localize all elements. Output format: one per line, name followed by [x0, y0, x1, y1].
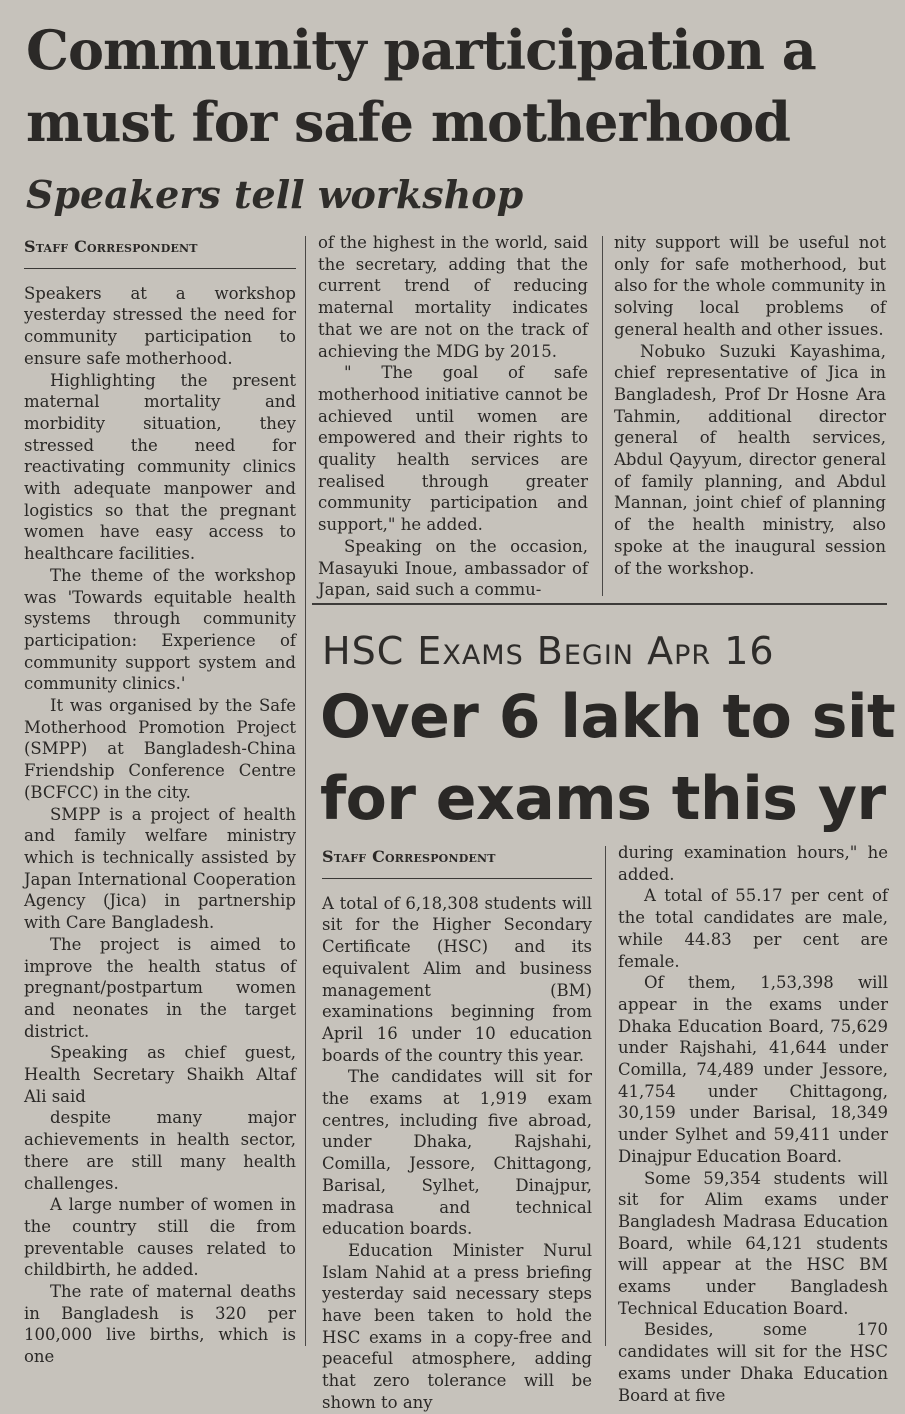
article1-column-1 [24, 236, 296, 1368]
paragraph: " The goal of safe motherhood initiative cannot be achieved until women are empowered and their rights to quality health services are realised through greater community participation and support," he added. [318, 363, 588, 535]
paragraph: Highlighting the present maternal mortality and morbidity situation, they stressed the need for reactivating community clinics with adequate manpower and logistics so that the pregnant women have easy access to healthcare facilities. [24, 370, 296, 564]
column-divider [605, 846, 606, 1346]
article2-column-2 [618, 842, 888, 1406]
paragraph: Nobuko Suzuki Kayashima, chief representative of Jica in Bangladesh, Prof Dr Hosne Ara Tahmin, additional director general of health services, Abdul Qayyum, director general of family planning, and Abdul Mannan, joint chief of planning of the health ministry, also spoke at the inaugural session of the workshop. [614, 341, 886, 578]
section-divider [312, 603, 887, 605]
article1-column-3 [614, 232, 886, 579]
paragraph: It was organised by the Safe Motherhood Promotion Project (SMPP) at Bangladesh-China Friendship Conference Centre (BCFCC) in the city. [24, 696, 296, 802]
paragraph: The candidates will sit for the exams at 1,919 exam centres, including five abroad, under Dhaka, Rajshahi, Comilla, Jessore, Chittagong, Barisal, Sylhet, Dinajpur, madrasa and technical education boards. [322, 1067, 592, 1239]
paragraph: A large number of women in the country still die from preventable causes related to childbirth, he added. [24, 1195, 296, 1280]
subheadline: Speakers tell workshop [26, 172, 524, 217]
paragraph: during examination hours," he added. [618, 843, 888, 884]
headline: Community participation a must for safe motherhood [26, 18, 816, 154]
paragraph: A total of 55.17 per cent of the total candidates are male, while 44.83 per cent are female. [618, 886, 888, 971]
paragraph: Of them, 1,53,398 will appear in the exams under Dhaka Education Board, 75,629 under Rajshahi, 41,644 under Comilla, 74,489 under Jessore, 41,754 under Chittagong, 30,159 under Barisal, 18,349 under Sylhet and 59,411 under Dinajpur Education Board. [618, 973, 888, 1166]
paragraph: The rate of maternal deaths in Bangladesh is 320 per 100,000 live births, which is one [24, 1282, 296, 1367]
paragraph: Speaking as chief guest, Health Secretary Shaikh Altaf Ali said [24, 1043, 296, 1106]
paragraph: Speakers at a workshop yesterday stressed the need for community participation to ensure safe motherhood. [24, 283, 296, 368]
kicker: HSC Exams Begin Apr 16 [322, 629, 775, 673]
byline: Staff Correspondent [24, 236, 296, 269]
paragraph: The theme of the workshop was 'Towards equitable health systems through community participation: Experience of community support system and community clinics.' [24, 565, 296, 694]
paragraph: of the highest in the world, said the secretary, adding that the current trend of reducing maternal mortality indicates that we are not on the track of achieving the MDG by 2015. [318, 233, 588, 361]
paragraph: SMPP is a project of health and family welfare ministry which is technically assisted by Japan International Cooperation Agency (Jica) in partnership with Care Bangladesh. [24, 804, 296, 933]
byline: Staff Correspondent [322, 846, 592, 879]
paragraph: A total of 6,18,308 students will sit for the Higher Secondary Certificate (HSC) and its equivalent Alim and business management (BM) examinations beginning from April 16 under 10 education boards of the country this year. [322, 893, 592, 1065]
paragraph: The project is aimed to improve the health status of pregnant/postpartum women and neonates in the target district. [24, 934, 296, 1041]
paragraph: Some 59,354 students will sit for Alim exams under Bangladesh Madrasa Education Board, while 64,121 students will appear at the HSC BM exams under Bangladesh Technical Education Board. [618, 1168, 888, 1318]
column-divider [305, 236, 306, 1346]
headline: Over 6 lakh to sit for exams this yr [320, 682, 896, 834]
paragraph: nity support will be useful not only for safe motherhood, but also for the whole community in solving local problems of general health and other issues. [614, 233, 886, 339]
paragraph: Education Minister Nurul Islam Nahid at a press briefing yesterday said necessary steps have been taken to hold the HSC exams in a copy-free and peaceful atmosphere, adding that zero tolerance will be shown to any [322, 1240, 592, 1412]
article1-column-2 [318, 232, 588, 601]
paragraph: Speaking on the occasion, Masayuki Inoue, ambassador of Japan, said such a commu- [318, 536, 588, 600]
paragraph: Besides, some 170 candidates will sit for the HSC exams under Dhaka Education Board at five [618, 1320, 888, 1405]
paragraph: despite many major achievements in health sector, there are still many health challenges. [24, 1108, 296, 1193]
column-divider [602, 236, 603, 596]
article2-column-1 [322, 846, 592, 1414]
